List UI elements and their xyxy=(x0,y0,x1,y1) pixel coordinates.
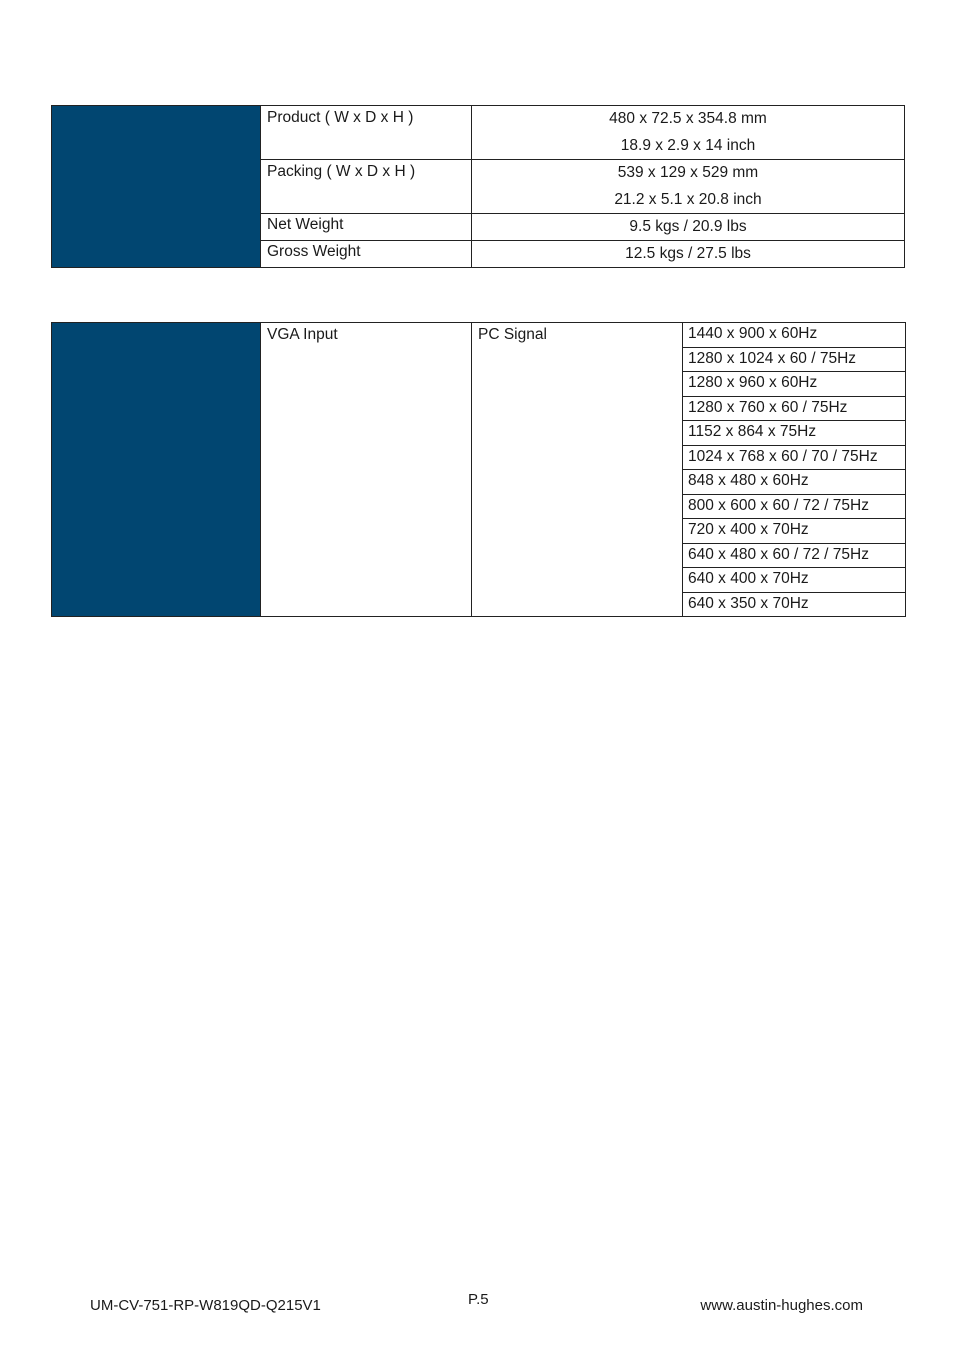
website-link[interactable]: www.austin-hughes.com xyxy=(700,1297,863,1314)
product-dimensions-mm: 480 x 72.5 x 354.8 mm xyxy=(609,110,767,127)
vga-input-label: VGA Input xyxy=(261,323,472,617)
product-dimensions-value xyxy=(472,106,905,160)
timing-mode: 1280 x 1024 x 60 / 75Hz xyxy=(683,347,906,372)
packing-dimensions-mm: 539 x 129 x 529 mm xyxy=(617,164,759,181)
packing-dimensions-label: Packing ( W x D x H ) xyxy=(261,160,472,214)
document-code: UM-CV-751-RP-W819QD-Q215V1 xyxy=(90,1297,321,1314)
timing-mode: 640 x 400 x 70Hz xyxy=(683,568,906,593)
net-weight-value: 9.5 kgs / 20.9 lbs xyxy=(472,214,905,241)
table-row xyxy=(52,106,905,160)
packing-dimensions-value xyxy=(472,160,905,214)
dimensions-table xyxy=(51,105,905,268)
timing-mode: 1280 x 960 x 60Hz xyxy=(683,372,906,397)
timing-mode: 1024 x 768 x 60 / 70 / 75Hz xyxy=(683,445,906,470)
product-dimensions-label: Product ( W x D x H ) xyxy=(261,106,472,160)
timing-table xyxy=(51,322,906,617)
pc-signal-label: PC Signal xyxy=(472,323,683,617)
timing-mode: 640 x 350 x 70Hz xyxy=(683,592,906,617)
timing-mode: 1440 x 900 x 60Hz xyxy=(683,323,906,348)
timing-mode: 848 x 480 x 60Hz xyxy=(683,470,906,495)
timing-mode: 640 x 480 x 60 / 72 / 75Hz xyxy=(683,543,906,568)
product-dimensions-inch: 18.9 x 2.9 x 14 inch xyxy=(620,136,756,154)
timing-mode: 720 x 400 x 70Hz xyxy=(683,519,906,544)
net-weight-label: Net Weight xyxy=(261,214,472,241)
timing-mode: 800 x 600 x 60 / 72 / 75Hz xyxy=(683,494,906,519)
page-number: P.5 xyxy=(468,1291,489,1308)
timing-mode: 1280 x 760 x 60 / 75Hz xyxy=(683,396,906,421)
section-side-band xyxy=(52,106,261,268)
gross-weight-label: Gross Weight xyxy=(261,241,472,268)
gross-weight-value: 12.5 kgs / 27.5 lbs xyxy=(472,241,905,268)
section-side-band xyxy=(52,323,261,617)
packing-dimensions-inch: 21.2 x 5.1 x 20.8 inch xyxy=(614,190,762,208)
timing-mode: 1152 x 864 x 75Hz xyxy=(683,421,906,446)
table-row xyxy=(52,323,906,348)
